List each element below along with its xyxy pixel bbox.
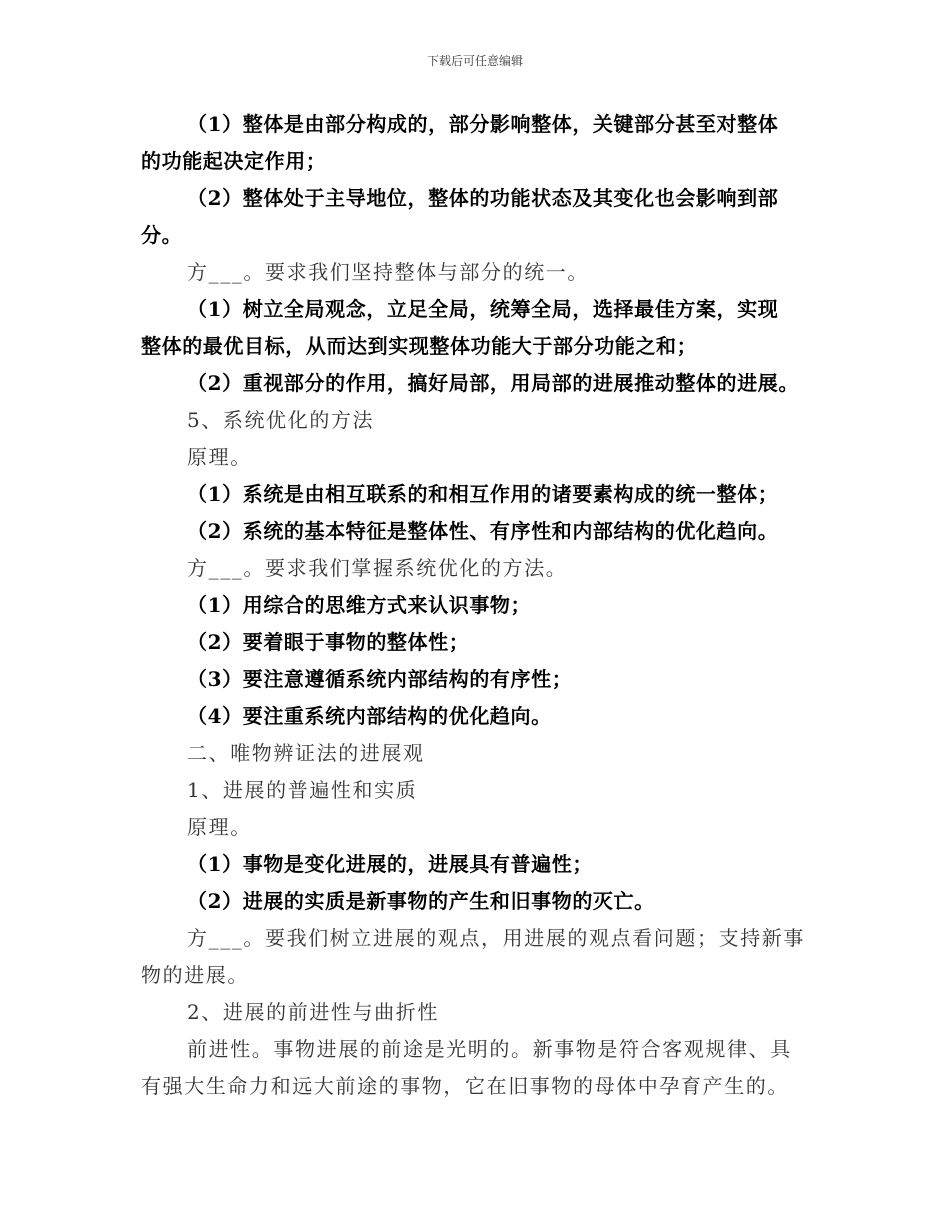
text-line-24: 物的进展。 bbox=[141, 963, 249, 987]
text-line-15: （2）要着眼于事物的整体性； bbox=[187, 630, 470, 654]
text-line-20: 原理。 bbox=[187, 815, 252, 839]
chapter-heading-development: 二、唯物辨证法的进展观 bbox=[187, 741, 425, 765]
text-line-7: 整体的最优目标，从而达到实现整体功能大于部分功能之和； bbox=[141, 334, 698, 358]
text-line-21: （1）事物是变化进展的，进展具有普遍性； bbox=[187, 852, 593, 876]
section-heading-progress: 2、进展的前进性与曲折性 bbox=[187, 1000, 439, 1024]
text-line-2: 的功能起决定作用； bbox=[141, 149, 327, 173]
text-line-22: （2）进展的实质是新事物的产生和旧事物的灭亡。 bbox=[187, 889, 655, 913]
text-line-4: 分。 bbox=[141, 223, 183, 247]
text-line-10: 原理。 bbox=[187, 445, 252, 469]
document-body bbox=[141, 106, 817, 1105]
text-line-13: 方___。要求我们掌握系统优化的方法。 bbox=[187, 556, 568, 580]
section-heading-universality: 1、进展的普遍性和实质 bbox=[187, 778, 418, 802]
text-line-27: 有强大生命力和远大前途的事物，它在旧事物的母体中孕育产生的。 bbox=[141, 1074, 789, 1098]
text-line-12: （2）系统的基本特征是整体性、有序性和内部结构的优化趋向。 bbox=[187, 519, 779, 543]
section-heading-system-optimization: 5、系统优化的方法 bbox=[187, 408, 375, 432]
text-line-11: （1）系统是由相互联系的和相互作用的诸要素构成的统一整体； bbox=[187, 482, 779, 506]
text-line-17: （4）要注重系统内部结构的优化趋向。 bbox=[187, 704, 552, 728]
text-line-3: （2）整体处于主导地位，整体的功能状态及其变化也会影响到部 bbox=[187, 186, 779, 210]
text-line-1: （1）整体是由部分构成的，部分影响整体，关键部分甚至对整体 bbox=[187, 112, 779, 136]
text-line-5: 方___。要求我们坚持整体与部分的统一。 bbox=[187, 260, 589, 284]
text-line-16: （3）要注意遵循系统内部结构的有序性； bbox=[187, 667, 573, 691]
text-line-6: （1）树立全局观念，立足全局，统筹全局，选择最佳方案，实现 bbox=[187, 297, 779, 321]
text-line-23: 方___。要我们树立进展的观点，用进展的观点看问题；支持新事 bbox=[187, 926, 805, 950]
text-line-8: （2）重视部分的作用，搞好局部，用局部的进展推动整体的进展。 bbox=[187, 371, 799, 395]
page-header: 下载后可任意编辑 bbox=[426, 54, 523, 68]
text-line-26: 前进性。事物进展的前途是光明的。新事物是符合客观规律、具 bbox=[187, 1037, 792, 1061]
text-line-14: （1）用综合的思维方式来认识事物； bbox=[187, 593, 532, 617]
